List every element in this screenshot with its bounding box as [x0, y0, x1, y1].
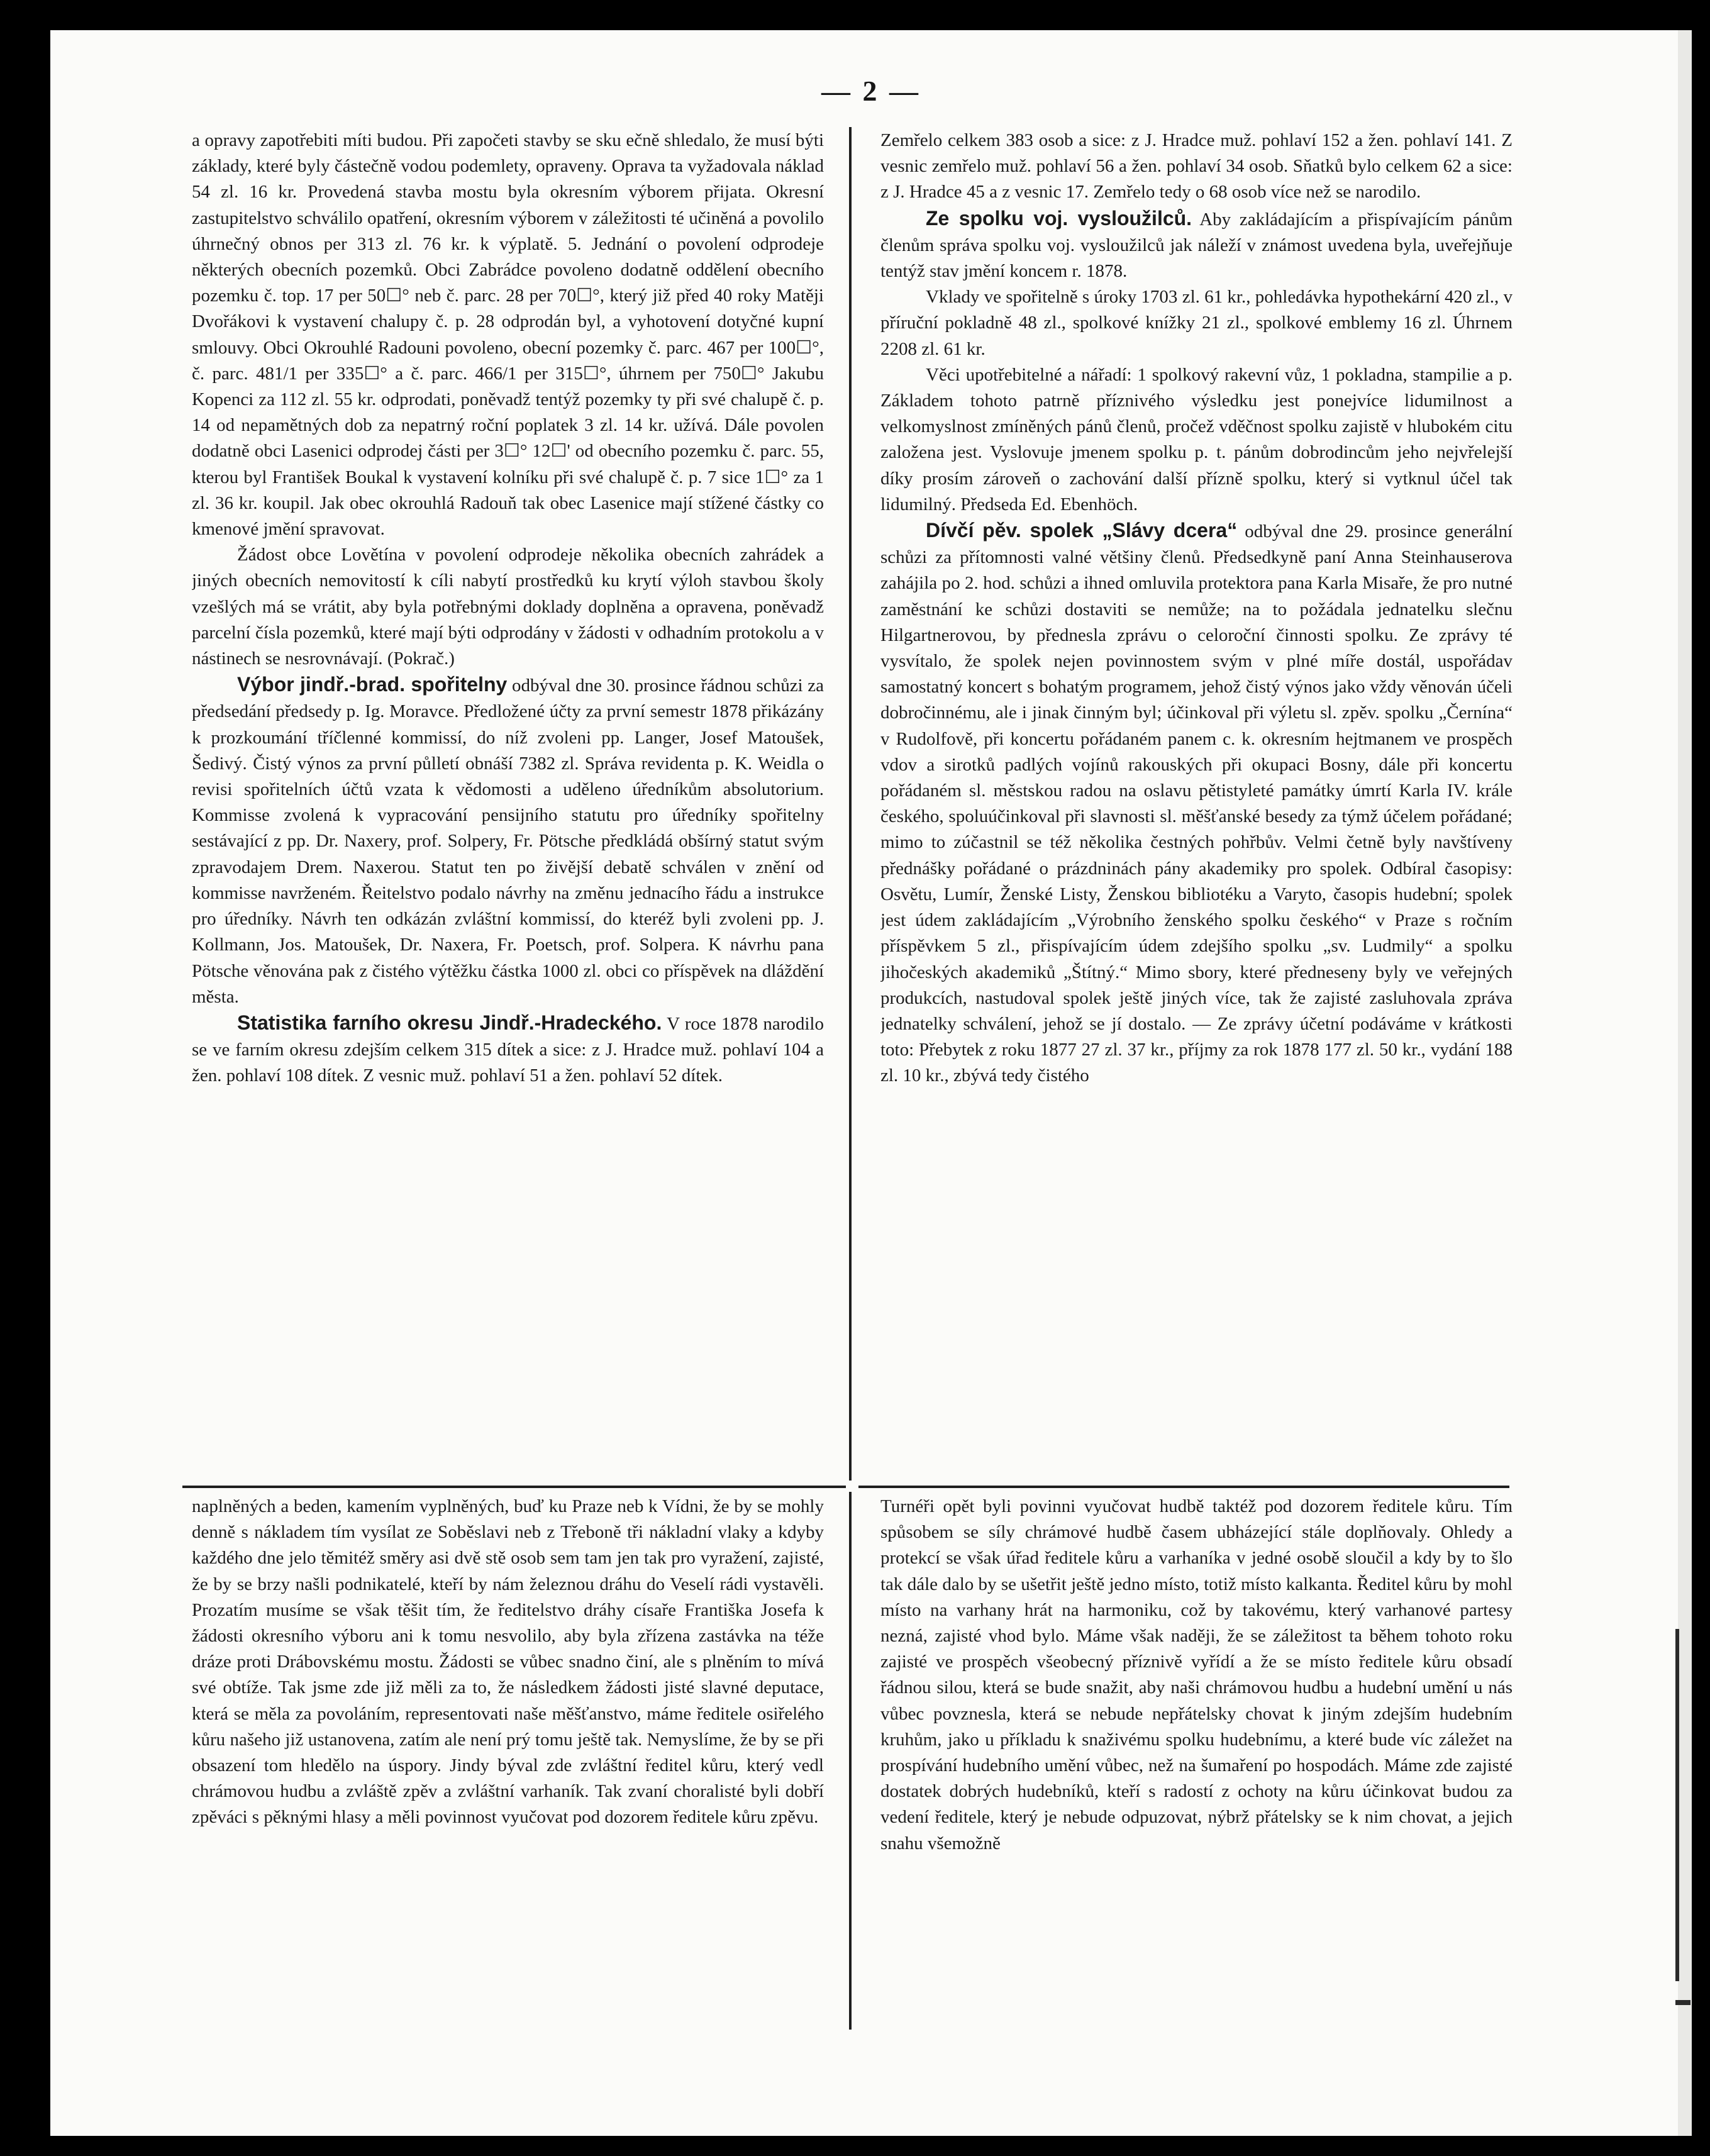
heading-girls-choir: Dívčí pěv. spolek „Slávy dcera“ [926, 519, 1238, 542]
article-choir-director: Turnéři opět byli povinni vyučovat hudbě taktéž pod dozorem ředitele kůru. Tím spůsobem se síly chrámové hudbě časem ubházející stále doplňovaly. Ohledy a protekcí se však úřad ředitele kůru a varhaníka v jedné osobě sloučil a kdy by to šlo tak dále dalo by se ušetřit ještě jedno místo, totiž místo kalkanta. Ředitel kůru by mohl místo na varhany hrát na harmoniku, což by takovému, který varhanové partesy nezná, zajisté vhod bylo. Máme však naději, že se záležitost ta během tohoto roku zajisté ve prospěch všeobecný příznivě vyřídí a že se místo ředitele kůru obsadí řádnou silou, která se bude snažit, aby naši chrámovou hudbu a hudební umění u nás vůbec povznesla, která se nebude nepřátelsky chovat k jiným zdejším hudebním kruhům, jako u příkladu k snaživému spolku hudebnímu, a které bude víc záležet na prospívání hudebního umění vůbec, než na šumaření po hospodách. Máme zde zajisté dostatek dobrých hudebníků, kteří s radostí z ochoty na kůru účinkovat budou za vedení ředitele, který je nebude odpuzovat, nýbrž přátelsky se k nim chovat, a jejich snahu všemožně [880, 1496, 1513, 1853]
article-parish-statistics [192, 1010, 824, 1089]
heading-veterans: Ze spolku voj. vysloužilců. [926, 206, 1192, 230]
article-girls-choir-body: odbýval dne 29. prosince generální schůzi za přítomnosti valné většiny členů. Předsedkyně paní Anna Steinhauserova zahájila po 2. hod. schůzi a ihned omluvila protektora pana Karla Misaře, že pro nutné zaměstnání ke schůzi dostaviti se nemůže; na to požádala jednatelku slečnu Hilgartnerovou, by přednesla zprávu o celoroční činnosti spolku. Ze zprávy té vysvítalo, že spolek nejen povinnostem svým v plné míře dostál, uspořádav samostatný koncert s bohatým programem, jehož čistý výnos jako vždy věnován účeli dobročinnému, ale i jinak činným byl; účinkoval při výletu sl. zpěv. spolku „Černína“ v Rudolfově, při koncertu pořádaném panem c. k. okresním hejtmanem ve prospěch vdov a sirotků padlých vojínů rakouských při okupaci Bosny, dále při koncertu pořádaném sl. městskou radou na oslavu pětistyleté památky úmrtí Karla IV. krále českého, spoluúčinkoval při slavnosti sl. měšťanské besedy za týmž účelem pořádané; mimo to zúčastnil se též několika čestných pohřbův. Velmi četně byly navštíveny přednášky pořádané o prázdninách pány akademiky pro spolek. Odbíral časopisy: Osvětu, Lumír, Ženské Listy, Ženskou bibliotéku a Varyto, časopis hudební; spolek jest údem zakládajícím „Výrobního ženského spolku českého“ v Praze s ročním příspěvkem 5 zl., přispívajícím údem zdejšího spolku „sv. Ludmily“ a spolku jihočeských akademiků „Štítný.“ Mimo sbory, které předneseny byly ve veřejných produkcích, nastudoval spolek ještě jiných více, tak že zajisté zasluhovala zpráva jednatelky schválení, jehož se jí dostalo. — Ze zprávy účetní podáváme v krátkosti toto: Přebytek z roku 1877 27 zl. 37 kr., příjmy za rok 1878 177 zl. 50 kr., vydání 188 zl. 10 kr., zbývá tedy čistého [880, 521, 1513, 1086]
article-girls-choir [880, 518, 1513, 1089]
column-rule-top [849, 127, 852, 1481]
article-railway-and-choir: naplněných a beden, kamením vyplněných, buď ku Praze neb k Vídni, že by se mohly denně s nákladem tím vysílat ze Soběslavi neb z Třeboně tři nákladní vlaky a kdyby každého dne jelo těmitéž směry asi dvě stě osob sem tam jen tak pro vyražení, zajisté, že by se brzy našli podnikatelé, kteří by nám železnou dráhu do Veselí rádi vystavěli. Prozatím musíme se však těšit tím, že ředitelstvo dráhy císaře Františka Josefa k žádosti okresního výboru ani k tomu nesvolilo, aby byla zřízena zastávka na téže dráze proti Drábovskému mostu. Žádosti se vůbec snadno činí, ale s plněním to mívá své obtíže. Tak jsme zde již měli za to, že následkem žádosti jisté slavné deputace, která se měla za povoláním, representovati naše měšťanstvo, máme ředitele osiřelého kůru našeho již ustanovena, zatím ale není prý tomu ještě tak. Nemyslíme, že by se při obsazení tom hledělo na úspory. Jindy býval zde zvláštní ředitel kůru, který vedl chrámovou hudbu a zvláště zpěv a zvláštní varhaník. Tak zvaní choralisté byli dobří zpěváci s pěknými hlasy a měli povinnost vyučovat pod dozorem ředitele kůru zpěvu. [192, 1496, 824, 1828]
article-parish-statistics-body: V roce 1878 narodilo se ve farním okresu zdejším celkem 315 dítek a sice: z J. Hradce muž. pohlaví 104 a žen. pohlaví 108 dítek. Z vesnic muž. pohlaví 51 a žen. pohlaví 52 dítek. [192, 1013, 824, 1086]
heading-parish-statistics: Statistika farního okresu Jindř.-Hradeckého. [237, 1011, 662, 1034]
article-veterans [880, 206, 1513, 285]
article-veterans-deposits: Vklady ve spořitelně s úroky 1703 zl. 61 kr., pohledávka hypothekární 420 zl., v příruční pokladně 48 zl., spolkové knížky 21 zl., spolkové emblemy 16 zl. Úhrnem 2208 zl. 61 kr. [880, 287, 1513, 359]
column-rule-bottom [849, 1492, 852, 2030]
column-top-left [192, 128, 824, 1477]
article-veterans-property: Věci upotřebitelné a nářadí: 1 spolkový rakevní vůz, 1 pokladna, stampilie a p. Základem tohoto patrně příznivého výsledku jest ponejvíce lidumilnost a velkomyslnost zmíněných pánů členů, pročež vděčnost spolku zajistě v hlubokém citu založena jest. Vyslovuje jmenem spolku p. t. pánům dobrodincům jeho nejvřelejší díky prosím zároveň o zachování další přízně spolku, který si vytknul účel tak lidumilný. Předseda Ed. Ebenhöch. [880, 364, 1513, 514]
article-deaths-statistics: Zemřelo celkem 383 osob a sice: z J. Hradce muž. pohlaví 152 a žen. pohlaví 141. Z vesnic zemřelo muž. pohlaví 56 a žen. pohlaví 34 osob. Sňatků bylo celkem 62 a sice: z J. Hradce 45 a z vesnic 17. Zemřelo tedy o 68 osob více než se narodilo. [880, 130, 1513, 203]
section-divider-left [182, 1486, 846, 1488]
article-lovetin-request: Žádost obce Lovětína v povolení odprodeje několika obecních zahrádek a jiných obecních nemovitostí k cíli nabytí prostředků ku krytí výloh stavbou školy vzešlých má se vrátit, aby byla potřebnými doklady doplněna a opravena, poněvadž parcelní čísla pozemků, které mají býti odprodány v žádosti v odhadním protokolu a v nástinech se nesrovnávají. (Pokrač.) [192, 545, 824, 669]
section-divider-right [858, 1486, 1509, 1488]
column-top-right [880, 128, 1513, 1477]
article-savings-bank-body: odbýval dne 30. prosince řádnou schůzi za předsedání předsedy p. Ig. Moravce. Předložené účty za první semestr 1878 přikázány k prozkoumání tříčlenné kommissí, do níž zvoleni pp. Langer, Josef Matoušek, Šedivý. Čistý výnos za první půlletí obnáší 7382 zl. Správa revidenta p. K. Weidla o revisi spořitelních účtů vzata k vědomosti a uděleno úředníkům absolutorium. Kommisse zvolená k vypracování pensijního statutu pro úředníky spořitelny sestávající z pp. Dr. Naxery, prof. Solpery, Fr. Pötsche předkládá obšírný statut svým zpravodajem Drem. Naxerou. Statut ten po živější debatě schválen v znění od kommisse navrženém. Řeitelstvo podalo návrhy na změnu jednacího řádu a instrukce pro úředníky. Návrh ten odkázán zvláštní kommissí, do kteréž byli zvoleni pp. J. Kollmann, Jos. Matoušek, Dr. Naxera, Fr. Poetsch, prof. Solpera. K návrhu pana Pötsche věnována pak z čistého výtěžku částka 1000 zl. obci co příspěvek na dláždění města. [192, 675, 824, 1007]
article-bridge-continuation: a opravy zapotřebiti míti budou. Při započeti stavby se sku ečně shledalo, že musí býti základy, které byly částečně vodou podemlety, opraveny. Oprava ta vyžadovala náklad 54 zl. 16 kr. Provedená stavba mostu byla okresním výborem přijata. Okresní zastupitelstvo schválilo opatření, okresním výborem v záležitosti té učiněná a povolilo úhrnečný obnos per 313 zl. 76 kr. k výplatě. 5. Jednání o povolení odprodeje některých obecních pozemků. Obci Zabrádce povoleno dodatně oddělení obecního pozemku č. top. 17 per 50☐° neb č. parc. 28 per 70☐°, který již před 40 roky Matěji Dvořákovi k vystavení chalupy č. p. 28 odprodán byl, a vyhotovení dotyčné kupní smlouvy. Obci Okrouhlé Radouni povoleno, obecní pozemky č. parc. 467 per 100☐°, č. parc. 481/1 per 335☐° a č. parc. 466/1 per 315☐°, úhrnem per 750☐° Jakubu Kopenci za 112 zl. 55 kr. odprodati, poněvadž tentýž pozemky ty při své chalupě č. p. 14 od nepamětných dob za nepatrný roční poplatek 3 zl. 14 kr. užívá. Dále povolen dodatně obci Lasenici odprodej části per 3☐° 12☐' od obecního pozemku č. parc. 55, kterou byl František Boukal k vystavení kolníku při své chalupě č. p. 7 sice 1☐° za 1 zl. 36 kr. koupil. Jak obec okrouhlá Radouň tak obec Lasenice mají stížené částky co kmenové jmění spravovat. [192, 130, 824, 540]
scan-mark [1675, 2000, 1691, 2005]
article-veterans-body: Aby zakládajícím a přispívajícím pánům členům správa spolku voj. vysloužilců jak náleží v známost uvedena byla, uveřejňuje tentýž stav jmění koncem r. 1878. [880, 209, 1513, 282]
scan-mark [1675, 1629, 1679, 1981]
column-bottom-left [192, 1494, 824, 2028]
column-bottom-right [880, 1494, 1513, 2028]
page-number: — 2 — [821, 75, 921, 107]
heading-savings-bank: Výbor jindř.-brad. spořitelny [237, 673, 508, 696]
article-savings-bank [192, 672, 824, 1010]
page-edge [1678, 30, 1692, 2136]
